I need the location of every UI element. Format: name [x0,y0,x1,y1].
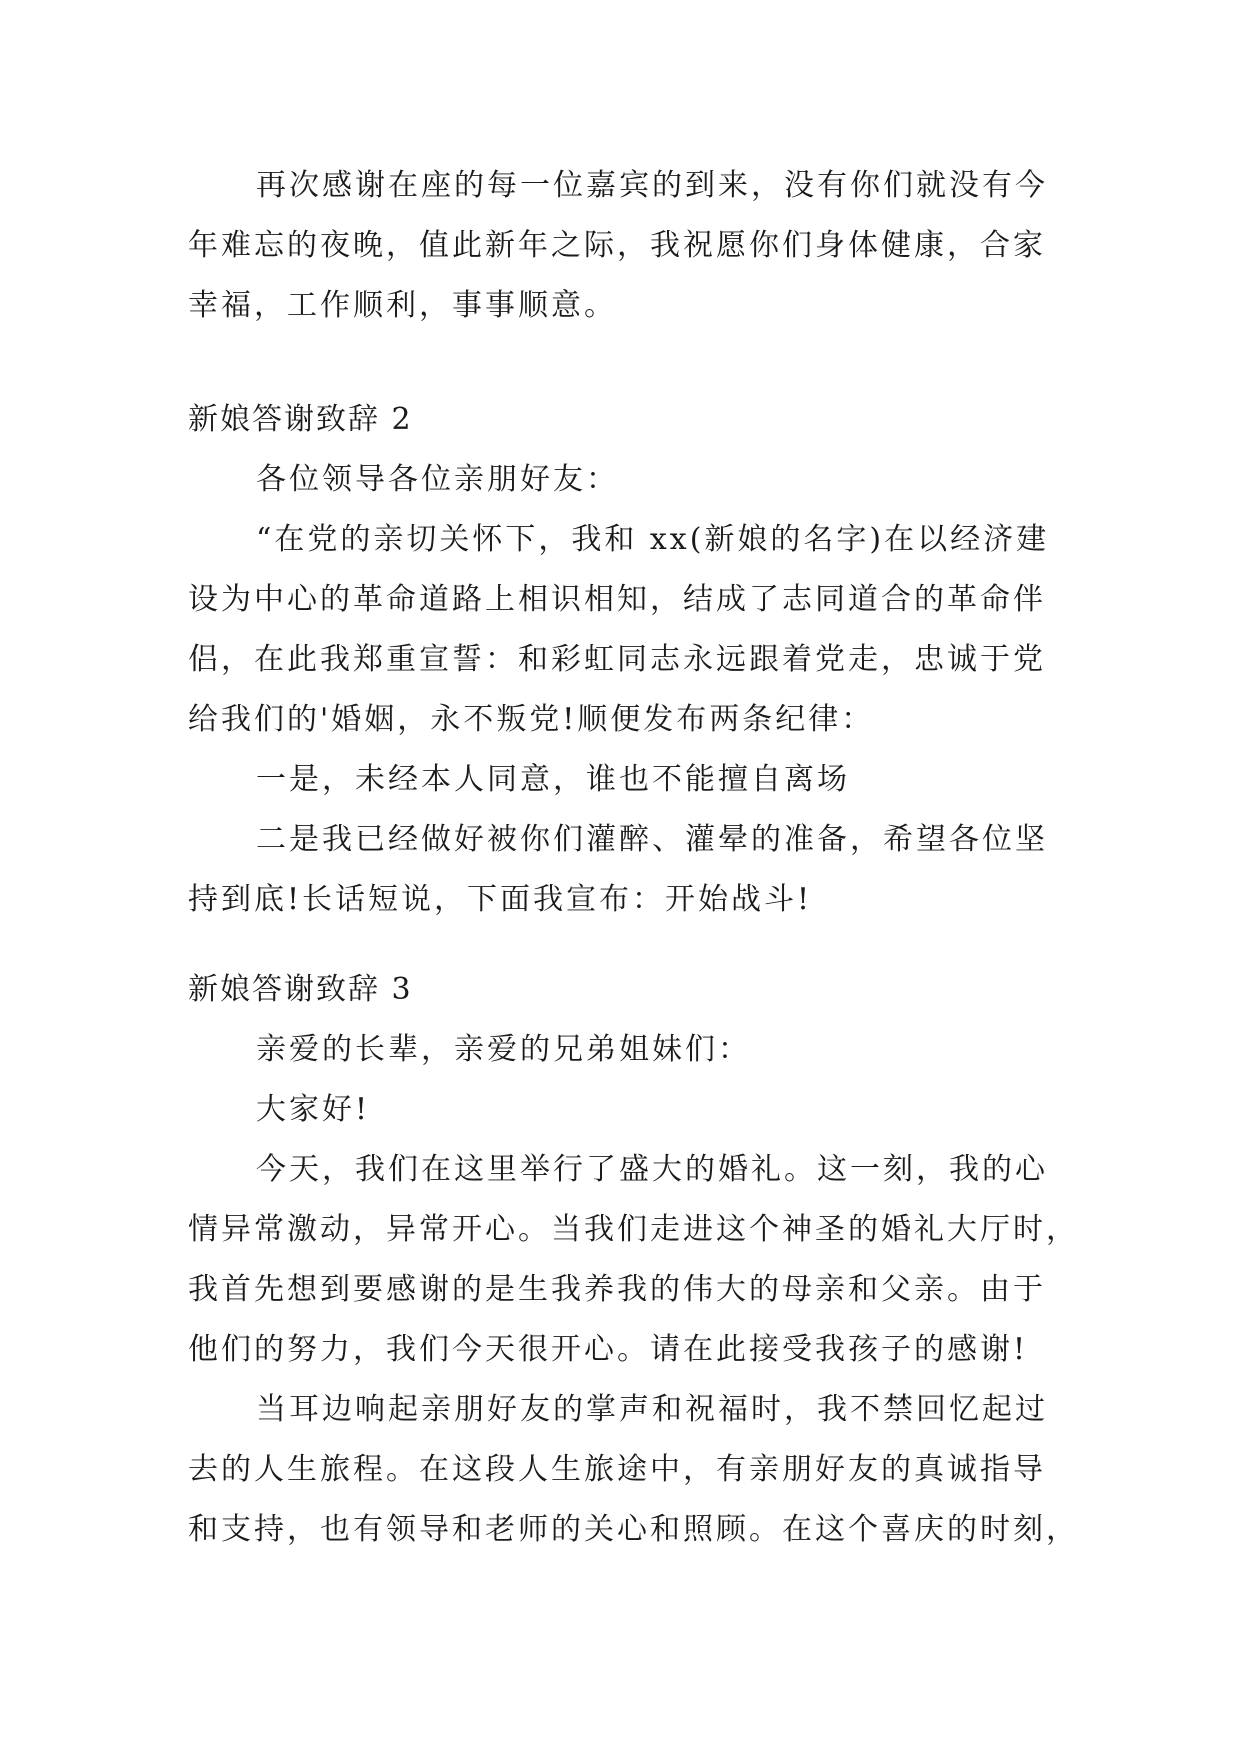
paragraph-line: 他们的努力，我们今天很开心。请在此接受我孩子的感谢! [188,1332,1029,1367]
greeting-line: 亲爱的长辈，亲爱的兄弟姐妹们： [256,1032,751,1067]
rule-line: 二是我已经做好被你们灌醉、灌晕的准备，希望各位坚 [256,822,1048,857]
paragraph-line: “在党的亲切关怀下，我和 xx(新娘的名字)在以经济建 [256,522,1050,557]
section-speech-3 [188,960,1079,1560]
paragraph-line: 设为中心的革命道路上相识相知，结成了志同道合的革命伴 [188,582,1046,617]
section-heading: 新娘答谢致辞 3 [188,972,413,1007]
paragraph-line: 和支持，也有领导和老师的关心和照顾。在这个喜庆的时刻， [188,1512,1079,1547]
paragraph-line: 当耳边响起亲朋好友的掌声和祝福时，我不禁回忆起过 [256,1392,1048,1427]
paragraph-line: 年难忘的夜晚，值此新年之际，我祝愿你们身体健康，合家 [188,228,1046,263]
section-speech-2 [188,390,1054,930]
paragraph-line: 侣，在此我郑重宣誓：和彩虹同志永远跟着党走，忠诚于党 [188,642,1046,677]
paragraph-line: 再次感谢在座的每一位嘉宾的到来，没有你们就没有今 [256,168,1048,203]
paragraph-line: 情异常激动，异常开心。当我们走进这个神圣的婚礼大厅时， [188,1212,1079,1247]
paragraph-line: 给我们的'婚姻，永不叛党!顺便发布两条纪律： [188,702,875,737]
paragraph-line: 今天，我们在这里举行了盛大的婚礼。这一刻，我的心 [256,1152,1048,1187]
greeting-line: 各位领导各位亲朋好友： [256,462,619,497]
rule-line: 一是，未经本人同意，谁也不能擅自离场 [256,762,850,797]
paragraph-line: 幸福，工作顺利，事事顺意。 [188,288,617,323]
closing-paragraph [188,156,1054,336]
paragraph-line: 去的人生旅程。在这段人生旅途中，有亲朋好友的真诚指导 [188,1452,1046,1487]
section-heading: 新娘答谢致辞 2 [188,402,413,437]
paragraph-line: 我首先想到要感谢的是生我养我的伟大的母亲和父亲。由于 [188,1272,1046,1307]
hello-line: 大家好! [256,1092,371,1127]
rule-line: 持到底!长话短说，下面我宣布：开始战斗! [188,882,813,917]
